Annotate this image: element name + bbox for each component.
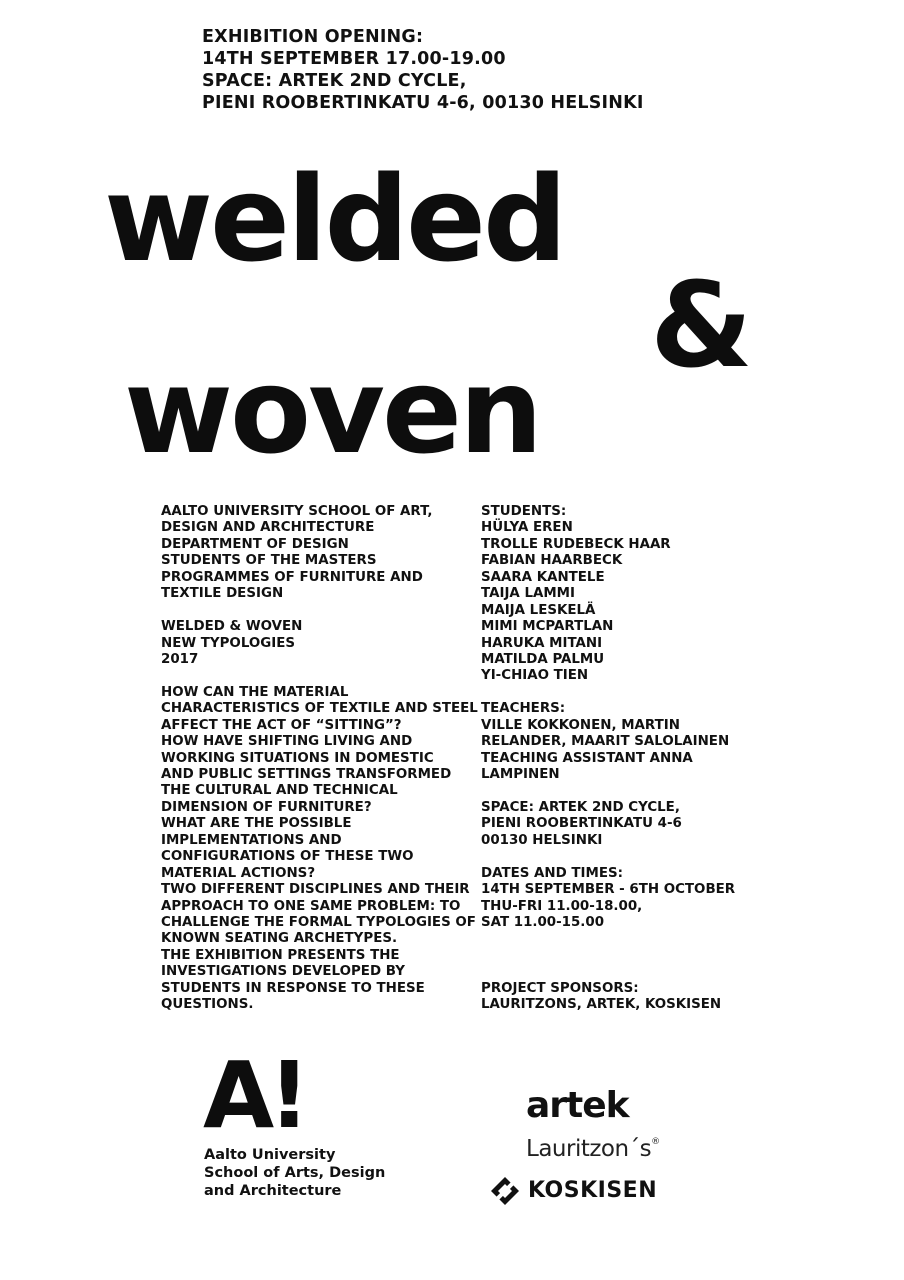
paragraph-gap [481, 685, 781, 701]
text-line: DEPARTMENT OF DESIGN [161, 536, 349, 552]
text-line: 2017 [161, 651, 199, 667]
aalto-logo-line: School of Arts, Design [204, 1165, 386, 1181]
text-line: HARUKA MITANI [481, 635, 603, 651]
text-line: IMPLEMENTATIONS AND [161, 832, 342, 848]
paragraph-gap [161, 668, 466, 684]
paragraph-gap [481, 964, 781, 980]
exhibition-opening-info [202, 26, 644, 114]
text-line: FABIAN HAARBECK [481, 553, 623, 569]
header-line: SPACE: ARTEK 2ND CYCLE, [202, 71, 467, 91]
text-line: THE CULTURAL AND TECHNICAL [161, 783, 398, 799]
paragraph-gap [481, 931, 781, 947]
text-line: CHARACTERISTICS OF TEXTILE AND STEEL [161, 701, 478, 717]
text-line: MIMI MCPARTLAN [481, 619, 614, 635]
text-line: STUDENTS OF THE MASTERS [161, 553, 377, 569]
paragraph-gap [481, 849, 781, 865]
title-welded: welded [104, 150, 565, 288]
text-line: MAIJA LESKELÄ [481, 602, 596, 618]
text-line: TEACHING ASSISTANT ANNA [481, 750, 693, 766]
text-line: NEW TYPOLOGIES [161, 635, 296, 651]
text-line: WELDED & WOVEN [161, 619, 303, 635]
lauritzons-logo [526, 1138, 660, 1161]
header-line: PIENI ROOBERTINKATU 4-6, 00130 HELSINKI [202, 93, 644, 113]
text-line: AALTO UNIVERSITY SCHOOL OF ART, [161, 504, 433, 519]
text-line: KNOWN SEATING ARCHETYPES. [161, 931, 398, 947]
aalto-logo-line: and Architecture [204, 1183, 342, 1199]
text-line: MATERIAL ACTIONS? [161, 865, 316, 881]
aalto-logo-text [204, 1146, 385, 1200]
paragraph-gap [481, 948, 781, 964]
paragraph-gap [161, 603, 466, 619]
text-line: VILLE KOKKONEN, MARTIN [481, 717, 680, 733]
paragraph-gap [481, 783, 781, 799]
text-line: TWO DIFFERENT DISCIPLINES AND THEIR [161, 882, 470, 898]
text-line: THU-FRI 11.00-18.00, [481, 898, 643, 914]
koskisen-logo [490, 1176, 657, 1206]
text-line: TEXTILE DESIGN [161, 586, 284, 602]
text-line: HÜLYA EREN [481, 520, 573, 536]
text-line: AFFECT THE ACT OF “SITTING”? [161, 717, 402, 733]
text-line: APPROACH TO ONE SAME PROBLEM: TO [161, 898, 461, 914]
aalto-logo-mark: A! [203, 1042, 305, 1149]
text-line: TROLLE RUDEBECK HAAR [481, 536, 671, 552]
text-line: LAMPINEN [481, 767, 560, 782]
header-line: EXHIBITION OPENING: [202, 27, 424, 47]
text-line: PIENI ROOBERTINKATU 4-6 [481, 816, 682, 832]
text-line: WORKING SITUATIONS IN DOMESTIC [161, 750, 434, 766]
text-line: LAURITZONS, ARTEK, KOSKISEN [481, 997, 722, 1013]
artek-logo: artek [526, 1085, 629, 1126]
text-line: SPACE: ARTEK 2ND CYCLE, [481, 799, 680, 815]
text-line: 14TH SEPTEMBER - 6TH OCTOBER [481, 882, 736, 898]
text-line: YI-CHIAO TIEN [481, 668, 589, 684]
header-line: 14TH SEPTEMBER 17.00-19.00 [202, 49, 506, 69]
title-woven: woven [124, 342, 541, 480]
text-line: INVESTIGATIONS DEVELOPED BY [161, 964, 405, 980]
koskisen-diamond-icon [490, 1176, 520, 1206]
text-line: MATILDA PALMU [481, 651, 605, 667]
description-column [161, 504, 478, 1014]
text-line: DIMENSION OF FURNITURE? [161, 799, 372, 815]
aalto-logo-line: Aalto University [204, 1147, 336, 1163]
text-line: RELANDER, MAARIT SALOLAINEN [481, 734, 730, 750]
text-line: QUESTIONS. [161, 997, 254, 1013]
registered-mark: ® [651, 1137, 660, 1147]
text-line: TEACHERS: [481, 701, 566, 717]
text-line: WHAT ARE THE POSSIBLE [161, 816, 352, 832]
text-line: CONFIGURATIONS OF THESE TWO [161, 849, 414, 865]
text-line: SAT 11.00-15.00 [481, 914, 605, 930]
text-line: STUDENTS: [481, 504, 567, 519]
text-line: DESIGN AND ARCHITECTURE [161, 520, 375, 536]
text-line: 00130 HELSINKI [481, 832, 603, 848]
text-line: TAIJA LAMMI [481, 586, 575, 602]
text-line: HOW HAVE SHIFTING LIVING AND [161, 734, 413, 750]
text-line: CHALLENGE THE FORMAL TYPOLOGIES OF [161, 914, 476, 930]
text-line: AND PUBLIC SETTINGS TRANSFORMED [161, 767, 452, 782]
lauritzons-wordmark: Lauritzon´s [526, 1136, 652, 1162]
text-line: STUDENTS IN RESPONSE TO THESE [161, 980, 425, 996]
koskisen-wordmark: KOSKISEN [528, 1178, 658, 1203]
text-line: PROGRAMMES OF FURNITURE AND [161, 569, 423, 585]
text-line: DATES AND TIMES: [481, 865, 623, 881]
text-line: PROJECT SPONSORS: [481, 980, 639, 996]
text-line: SAARA KANTELE [481, 569, 605, 585]
text-line: THE EXHIBITION PRESENTS THE [161, 947, 400, 963]
text-line: HOW CAN THE MATERIAL [161, 684, 349, 700]
title-ampersand: & [650, 256, 753, 394]
credits-column [481, 504, 781, 1014]
